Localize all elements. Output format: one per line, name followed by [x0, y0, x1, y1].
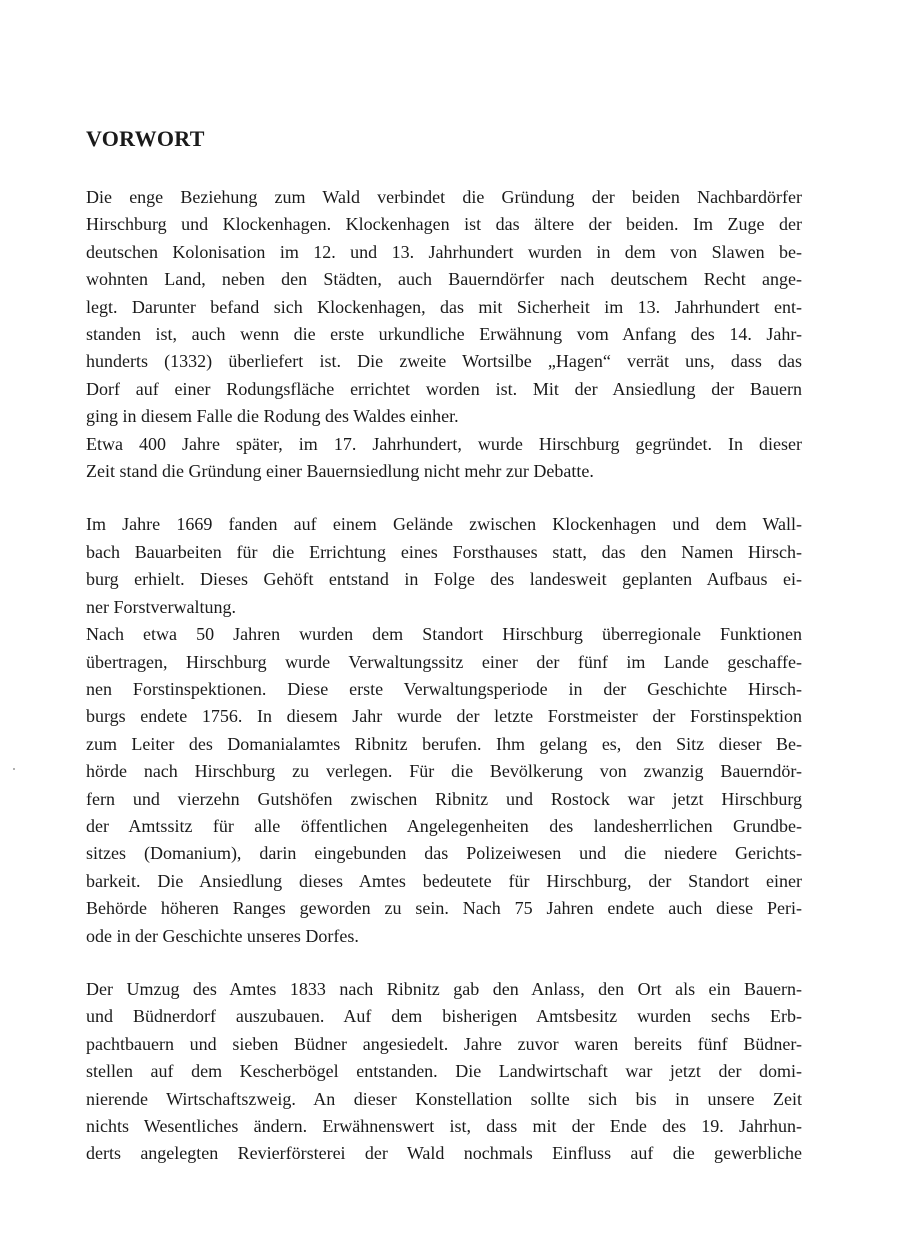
text-line: Etwa 400 Jahre später, im 17. Jahrhundert, wurde Hirschburg gegründet. In dieser — [86, 433, 802, 454]
text-line: wohnten Land, neben den Städten, auch Bauerndörfer nach deutschem Recht ange- — [86, 269, 802, 290]
text-line: fern und vierzehn Gutshöfen zwischen Ribnitz und Rostock war jetzt Hirschburg — [86, 788, 802, 809]
text-line: Der Umzug des Amtes 1833 nach Ribnitz gab den Anlass, den Ort als ein Bauern- — [86, 978, 802, 999]
text-line: ner Forstverwaltung. — [86, 596, 236, 617]
text-line: Dorf auf einer Rodungsfläche errichtet worden ist. Mit der Ansiedlung der Bauern — [86, 378, 802, 399]
text-line: Hirschburg und Klockenhagen. Klockenhagen ist das ältere der beiden. Im Zuge der — [86, 214, 802, 235]
text-line: hunderts (1332) überliefert ist. Die zweite Wortsilbe „Hagen“ verrät uns, dass das — [86, 351, 802, 372]
text-line: pachtbauern und sieben Büdner angesiedelt. Jahre zuvor waren bereits fünf Büdner- — [86, 1033, 802, 1054]
text-line: nichts Wesentliches ändern. Erwähnenswert ist, dass mit der Ende des 19. Jahrhun- — [86, 1116, 802, 1136]
page-content — [86, 124, 802, 1194]
text-line: zum Leiter des Domanialamtes Ribnitz berufen. Ihm gelang es, den Sitz dieser Be- — [86, 733, 802, 754]
paragraph — [86, 184, 802, 485]
text-line: Behörde höheren Ranges geworden zu sein. Nach 75 Jahren endete auch diese Peri- — [86, 898, 802, 919]
text-line: derts angelegten Revierförsterei der Wald nochmals Einfluss auf die gewerbliche — [86, 1143, 802, 1164]
scan-speck — [13, 768, 15, 770]
text-line: burg erhielt. Dieses Gehöft entstand in Folge des landesweit geplanten Aufbaus ei- — [86, 569, 802, 590]
text-line: barkeit. Die Ansiedlung dieses Amtes bedeutete für Hirschburg, der Standort einer — [86, 870, 802, 891]
text-line: Nach etwa 50 Jahren wurden dem Standort Hirschburg überregionale Funktionen — [86, 624, 802, 645]
text-line: standen ist, auch wenn die erste urkundliche Erwähnung vom Anfang des 14. Jahr- — [86, 324, 802, 345]
text-line: ode in der Geschichte unseres Dorfes. — [86, 925, 359, 946]
text-line: hörde nach Hirschburg zu verlegen. Für die Bevölkerung von zwanzig Bauerndör- — [86, 761, 802, 782]
text-line: deutschen Kolonisation im 12. und 13. Jahrhundert wurden in dem von Slawen be- — [86, 241, 802, 262]
paragraph — [86, 976, 802, 1168]
text-line: Zeit stand die Gründung einer Bauernsiedlung nicht mehr zur Debatte. — [86, 461, 594, 482]
text-line: und Büdnerdorf auszubauen. Auf dem bisherigen Amtsbesitz wurden sechs Erb- — [86, 1006, 802, 1027]
text-line: nen Forstinspektionen. Diese erste Verwaltungsperiode in der Geschichte Hirsch- — [86, 678, 802, 699]
text-line: burgs endete 1756. In diesem Jahr wurde der letzte Forstmeister der Forstinspektion — [86, 706, 802, 727]
text-line: Die enge Beziehung zum Wald verbindet die Gründung der beiden Nachbardörfer — [86, 187, 802, 207]
text-line: nierende Wirtschaftszweig. An dieser Konstellation sollte sich bis in unsere Zeit — [86, 1088, 802, 1109]
text-line: stellen auf dem Kescherbögel entstanden. Die Landwirtschaft war jetzt der domi- — [86, 1061, 802, 1082]
text-line: legt. Darunter befand sich Klockenhagen, das mit Sicherheit im 13. Jahrhundert ent- — [86, 296, 802, 317]
paragraph — [86, 511, 802, 950]
text-line: bach Bauarbeiten für die Errichtung eines Forsthauses statt, das den Namen Hirsch- — [86, 541, 802, 562]
text-line: Im Jahre 1669 fanden auf einem Gelände zwischen Klockenhagen und dem Wall- — [86, 514, 802, 535]
text-line: ging in diesem Falle die Rodung des Waldes einher. — [86, 406, 459, 427]
page-title: VORWORT — [86, 126, 205, 151]
text-line: sitzes (Domanium), darin eingebunden das Polizeiwesen und die niedere Gerichts- — [86, 843, 802, 864]
text-line: der Amtssitz für alle öffentlichen Angelegenheiten des landesherrlichen Grundbe- — [86, 815, 802, 836]
text-line: übertragen, Hirschburg wurde Verwaltungssitz einer der fünf im Lande geschaffe- — [86, 651, 802, 672]
body-text — [86, 184, 802, 1168]
